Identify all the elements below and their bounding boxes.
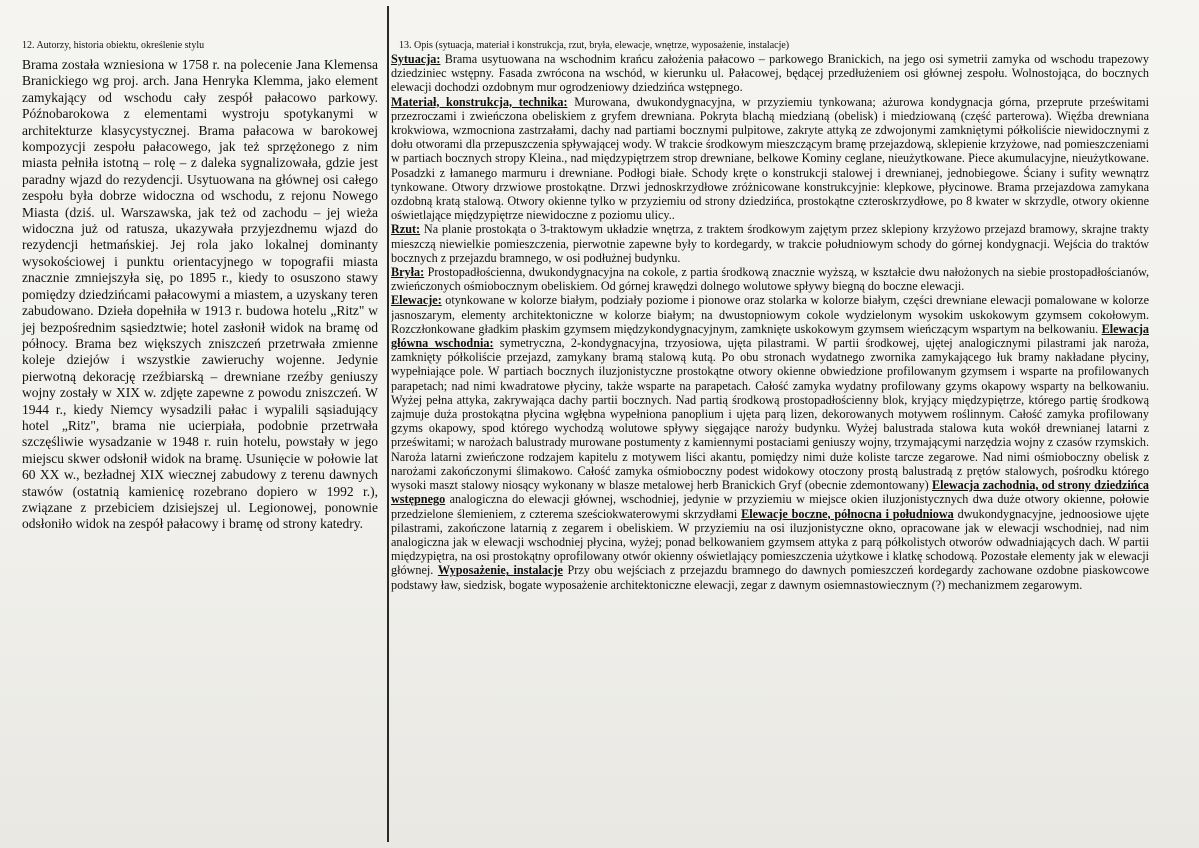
plan-label: Rzut:	[391, 222, 421, 237]
section-13-heading: 13. Opis (sytuacja, materiał i konstrukcja, rzut, bryła, elewacje, wnętrze, wyposażenie, instalacje)	[399, 40, 790, 51]
section-12-body: Brama została wzniesiona w 1758 r. na polecenie Jana Klemensa Branickiego wg proj. arch. Jana Henryka Klemma, jako element zamykający od wschodu cały zespół pałacowo parkowy. Późnobarokowa z elementami wystroju spotykanymi w architekturze klasycystycznej. Brama pałacowa w barokowej kompozycji zespołu pałacowego, jak też sprzężonego z nim miasta pełniła istotną – rolę – z daleka sygnalizowała, gdzie jest paradny wjazd do rezydencji. Usytuowana na głównej osi całego zespołu była dobrze widoczna od wschodu, z rejonu Nowego Miasta (dziś. ul. Warszawska, jak też od zachodu – jej wieża widoczna już od ratusza, ukazywała przyjezdnemu wjazd do rezydencji hetmańskiej. Jej rola jako lokalnej dominanty wysokościowej i punktu orientacyjnego w topografii miasta znacznie zmniejszyła się, po 1895 r., kiedy to osuszono stawy pomiędzy dziedzińcami pałacowymi a miastem, a uzyskany teren zabudowano. Dzieła dopełniła w 1913 r. budowa hotelu „Ritz" w jej bezpośrednim sąsiedztwie; hotel zasłonił widok na bramę od północy. Brama bez większych zniszczeń przetrwała zmienne koleje dziejów i wszystkie zawieruchy wojenne. Jedynie pierwotną dekorację rzeźbiarską – drewniane rzeźby geniuszy wojny zostały w XIX w. zdjęte zapewne z powodu zniszczeń. W 1944 r., kiedy Niemcy wysadzili pałac i wypalili sąsiadujący hotel „Ritz", brama nie ucierpiała, podobnie przetrwała szczęśliwie wysadzanie w 1948 r. ruin hotelu, powstały w jego miejscu skwer odsłonił widok na bramę. Usunięcie w połowie lat 60 XX w., bezładnej XIX wiecznej zabudowy z terenu dawnych stawów (ostatnią kamienicę rozebrano dopiero w 1992 r.), związane z przebiciem dzisiejszej ul. Legionowej, ponownie odsłoniło widok na zespół pałacowy i bramę od strony katedry.	[22, 57, 378, 532]
situation-label: Sytuacja:	[391, 52, 441, 66]
plan-text: Na planie prostokąta o 3-traktowym układzie wnętrza, z traktem środkowym zajętym przez sklepiony krzyżowo przejazd bramowy, skrajne trakty mieszczą niewielkie pomieszczenia, pierwotnie zapewne były to kordegardy, w trakcie południowym schody do górnej kondygnacji. Wejścia do traktów bocznych z przejazdu bramnego, w osi podłużnej budynku.	[391, 222, 1149, 265]
material-paragraph	[391, 95, 1149, 223]
elevations-paragraph	[391, 293, 1149, 591]
material-text: Murowana, dwukondygnacyjna, w przyziemiu tynkowana; ażurowa kondygnacja górna, przeprute prześwitami przezroczami i zwieńczona obeliskiem z gryfem drewniana. Pokryta blachą miedzianą (obelisk) i miedziowaną (część parterowa). Więźba drewniana krokwiowa, wzmocniona zastrzałami, dachy nad partiami bocznymi pulpitowe, zakryte attyką ze zdwojonymi zamkniętymi półkoliście niewidocznymi z dołu otworami dla przepuszczenia spływającej wody. W trakcie środkowym mieszczącym bramę przejazdową, sklepienie krzyżowe, nad pomieszczeniami w partiach bocznych stropy Kleina., nad międzypiętrzem strop drewniane, belkowe Kominy ceglane, nieużytkowane. Piece akumulacyjne, nieużytkowane. Posadzki z łamanego marmuru i drewniane. Podłogi białe. Schody kręte o konstrukcji stalowej i drewnianej, jednobiegowe. Ściany i sufity wewnątrz tynkowane. Otwory drzwiowe prostokątne. Drzwi jednoskrzydłowe zróżnicowane konstrukcyjnie: klepkowe, płycinowe. Brama przejazdowa zamykana ozdobną kratą stalową. Otwory okienne tylko w przyziemiu od strony dziedzińca, prostokątne czteroskrzydłowe, po 8 kwater w skrzydle, otwory okienne oświetlające międzypiętrze niewidoczne z poziomu ulicy..	[391, 94, 1149, 223]
situation-text: Brama usytuowana na wschodnim krańcu założenia pałacowo – parkowego Branickich, na jego osi symetrii zamyka od wschodu trapezowy dziedziniec wstępny. Fasada zwrócona na wschód, w kierunku ul. Pałacowej, będącej przedłużeniem osi głównej zespołu. Wolnostojąca, do bocznych elewacji dochodzi ozdobnym mur ogrodzeniowy dziedzińca wstępnego.	[391, 52, 1149, 95]
massing-text: Prostopadłościenna, dwukondygnacyjna na cokole, z partia środkową znacznie wyższą, w kształcie dwu nałożonych na siebie prostopadłościanów, zwieńczonych ośmiobocznym obeliskiem. Od górnej krawędzi dolnego wolutowe spływy biegną do boczne elewacji.	[391, 265, 1149, 294]
elevations-text-1: otynkowane w kolorze białym, podziały poziome i pionowe oraz stolarka w kolorze białym, części drewniane elewacji pomalowane w kolorze jasnoszarym, elementy architektoniczne w kolorze białym; na dwustopniowym cokole wydzielonym wysokim uskokowym gzymsem cokołowym. Rozczłonkowane gładkim płaskim gzymsem międzykondygnacyjnym, zamknięte uskokowym gzymsem wieńczącym wspartym na belkowaniu.	[391, 293, 1149, 336]
elevations-label: Elewacje:	[391, 293, 442, 308]
equipment-label: Wyposażenie, instalacje	[437, 563, 563, 578]
west-elevation-label: Elewacja zachodnia, od strony dziedzińca wstępnego	[391, 478, 1149, 507]
elevations-text-3: analogiczna do elewacji głównej, wschodniej, jedynie w przyziemiu w miejsce okien iluzjonistycznych dwa duże otwory okienne, połowie przedzielone ślemieniem, z czterema sześciokwaterowymi skrzydłami	[391, 492, 1149, 521]
massing-label: Bryła:	[391, 265, 425, 280]
main-elevation-label: Elewacja główna wschodnia:	[391, 321, 1149, 351]
material-label: Materiał, konstrukcja, technika:	[391, 94, 568, 109]
elevations-text-2: symetryczna, 2-kondygnacyjna, trzyosiowa, ujęta pilastrami. W partii środkowej, ujętej analogicznymi pilastrami jak naroża, zamknięty półkoliście przejazd, zamykany bramą stalową kutą. Po obu stronach wydatnego zwornika zamykającego łuk bramy nakładane płyciny, wypełniające pole. W partiach bocznych iluzjonistyczne prostokątne otwory okienne obwiedzione profilowanym gzymsem i wsparte na profilowanych parapetach; nad nimi kwadratowe płyciny, także wsparte na parapetach. Całość zamyka wydatny profilowany gzyms okapowy wsparty na belkowaniu. Wyżej pełna attyka, zakrywająca dachy partii bocznych. Nad partią środkową prostopadłościenny blok, kryjący międzypiętrze, którego partię środkową zajmuje duża prostokątna płycina wgłębna wypełniona panoplium i ujęta parą lizen, dekorowanych motywem roślinnym. Całość zamyka profilowany gzyms okapowy, spod którego wychodzą wolutowe spływy sięgające naroży budynku. Wyżej balustrada stalowa kuta wokół drewnianej latarni z prześwitami; w narożach balustrady murowane postumenty z kamiennymi postaciami geniuszy wojny, trzymającymi narzędzia wojny z czasów rzymskich. Naroża latarni zwieńczone rodzajem kapitelu z motywem liści akantu, pomiędzy nimi duże koliste tarcze zegarowe. Nad nimi ośmioboczny obelisk z narożami zakończonymi ślimakowo. Całość zamyka ośmioboczny podest widokowy otoczony prostą balustradą z prętów stalowych, pośrodku którego wysoki maszt stalowy niosący wykonany w blasze metalowej herb Branickich Gryf (obecnie zdemontowany)	[391, 336, 1149, 493]
side-elevations-label: Elewacje boczne, północna i południowa	[741, 506, 954, 521]
massing-paragraph	[391, 265, 1149, 293]
column-divider	[387, 6, 389, 842]
plan-paragraph	[391, 222, 1149, 265]
elevations-text-4: dwukondygnacyjne, jednoosiowe ujęte pilastrami, zakończone latarnią z zegarem i obeliskiem. W przyziemiu na osi iluzjonistyczne okno, opracowane jak w elewacji wschodniej, nad nim analogiczna jak w elewacji wschodniej płycina, wyżej; ponad belkowaniem gzymsem attyka z parą półkolistych otworów odwadniających dach. W partii międzypiętra, na osi prostokątny oprofilowany otwór okienny oświetlający pomieszczenia użytkowe i klatkę schodową. Pozostałe elementy jak w elewacji głównej.	[391, 506, 1149, 578]
situation-paragraph	[391, 52, 1149, 95]
left-column	[22, 40, 378, 533]
elevations-text-5: Przy obu wejściach z przejazdu bramnego do dawnych pomieszczeń kordegardy zachowane ozdobne piaskowcowe podstawy ław, siedzisk, bogate wyposażenie architektoniczne elewacji, zegar z dawnym osiemnastowiecznym (?) mechanizmem zegarowym.	[391, 563, 1149, 592]
section-12-heading: 12. Autorzy, historia obiektu, określenie stylu	[22, 40, 205, 51]
right-column	[391, 40, 1149, 592]
